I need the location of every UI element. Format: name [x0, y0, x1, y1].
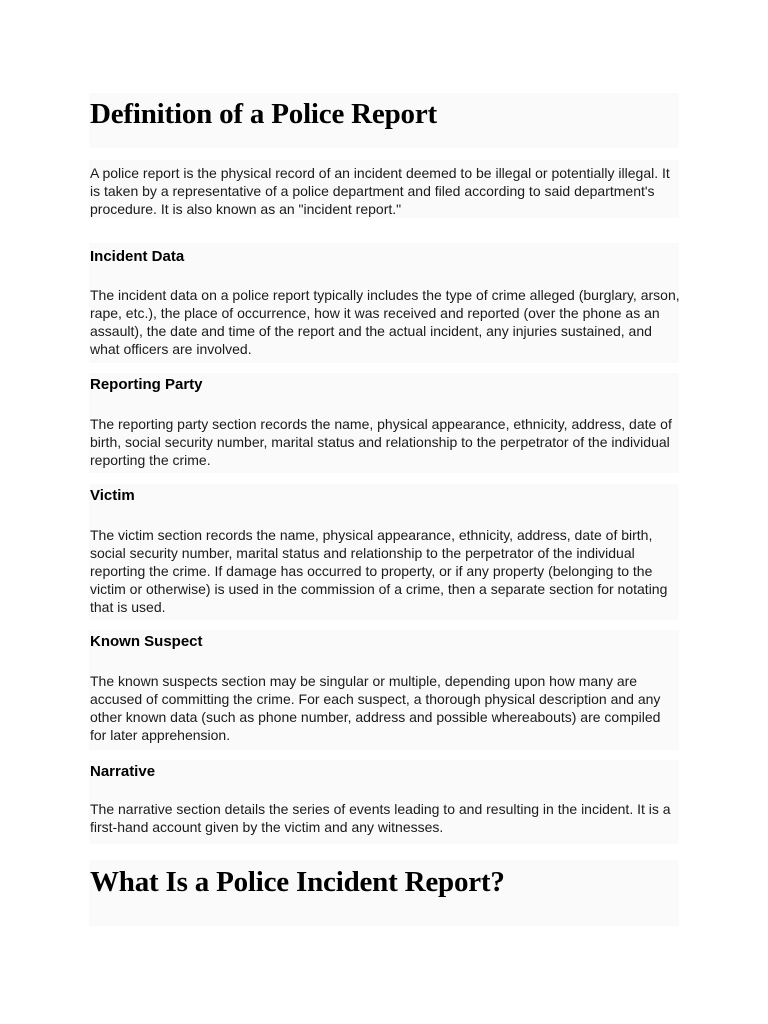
section-narrative — [89, 760, 679, 844]
section-heading: Victim — [90, 487, 135, 504]
section-reporting-party — [89, 373, 679, 473]
section-victim — [89, 484, 679, 620]
intro-paragraph: A police report is the physical record of an incident deemed to be illegal or potentially illegal. It is taken by a representative of a police department and filed according to said department's procedure. It is also known as an "incident report." — [90, 165, 670, 217]
section-body: The known suspects section may be singular or multiple, depending upon how many are accused of committing the crime. For each suspect, a thorough physical description and any other known data (such as phone number, address and possible whereabouts) are compiled for later apprehension. — [90, 673, 661, 743]
section-title: What Is a Police Incident Report? — [90, 866, 505, 898]
second-title-block — [89, 860, 679, 926]
section-heading: Incident Data — [90, 248, 185, 265]
section-known-suspect — [89, 630, 679, 750]
section-heading: Reporting Party — [90, 376, 203, 393]
title-block — [89, 93, 679, 148]
page-title: Definition of a Police Report — [90, 98, 437, 130]
section-body: The incident data on a police report typically includes the type of crime alleged (burglary, arson, rape, etc.), the place of occurrence, how it was received and reported (over the phone as an assault), the date and time of the report and the actual incident, any injuries sustained, and what officers are involved. — [90, 287, 680, 357]
section-body: The narrative section details the series of events leading to and resulting in the incident. It is a first-hand account given by the victim and any witnesses. — [90, 801, 671, 835]
section-body: The reporting party section records the name, physical appearance, ethnicity, address, date of birth, social security number, marital status and relationship to the perpetrator of the individual reporting the crime. — [90, 416, 672, 468]
section-body: The victim section records the name, physical appearance, ethnicity, address, date of birth, social security number, marital status and relationship to the perpetrator of the individual reporting the crime. If damage has occurred to property, or if any property (belonging to the victim or otherwise) is used in the commission of a crime, then a separate section for notating that is used. — [90, 527, 668, 615]
intro-block — [89, 160, 679, 218]
section-heading: Narrative — [90, 763, 156, 780]
section-incident-data — [89, 243, 679, 363]
section-heading: Known Suspect — [90, 633, 203, 650]
